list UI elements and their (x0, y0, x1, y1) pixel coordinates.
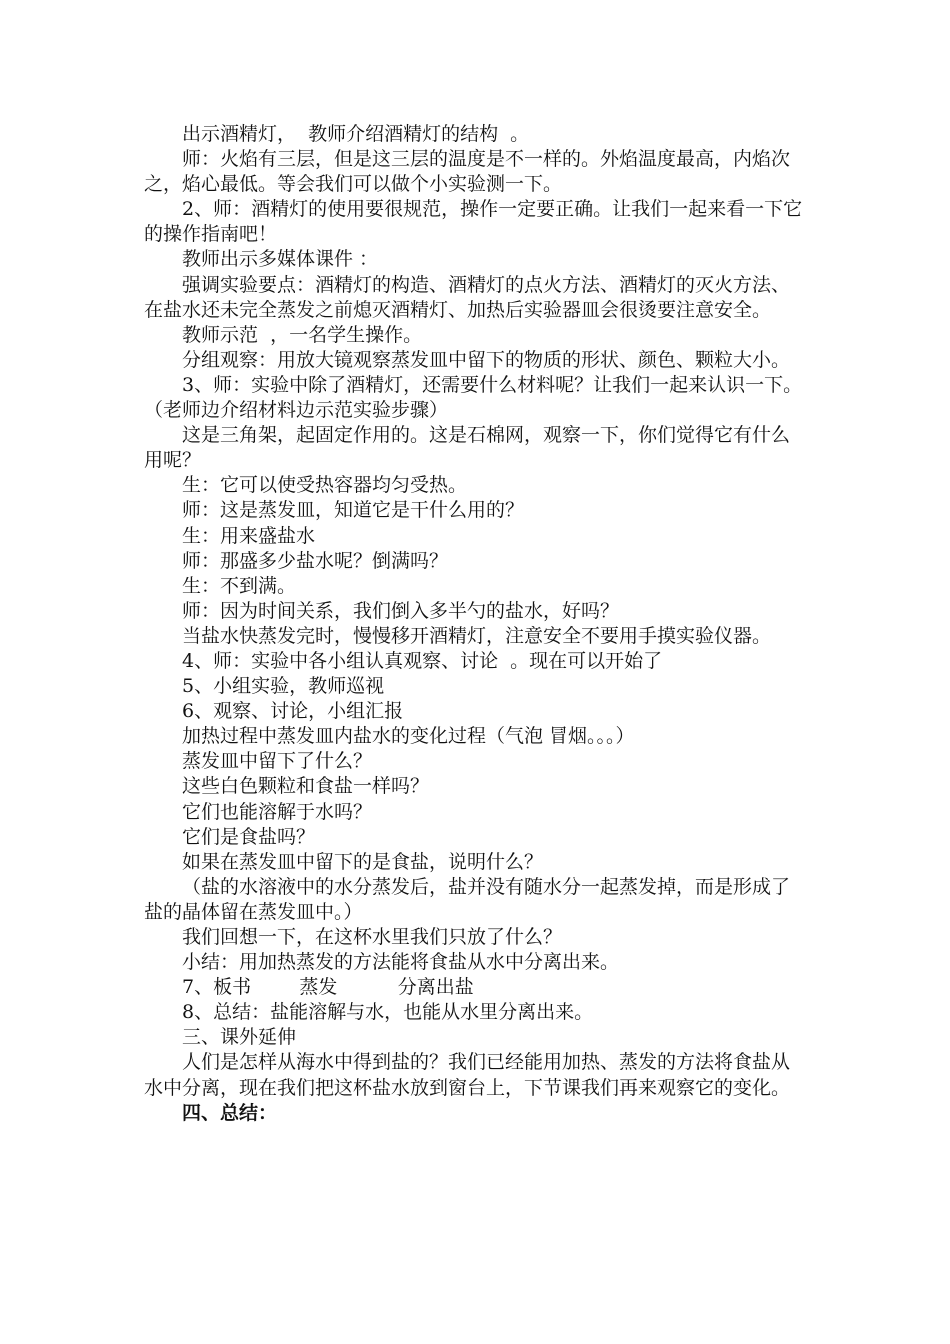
paragraph: 这些白色颗粒和食盐一样吗？ (182, 775, 430, 798)
paragraph: 我们回想一下，在这杯水里我们只放了什么？ (182, 926, 563, 948)
paragraph: 人们是怎样从海水中得到盐的？我们已经能用加热、蒸发的方法将食盐从水中分离，现在我们把这杯盐水放到窗台上，下节课我们再来观察它的变化。 (144, 1051, 791, 1099)
paragraph: 6、观察、讨论，小组汇报 (182, 700, 404, 723)
paragraph: 7、板书 蒸发 分离出盐 (182, 976, 474, 999)
paragraph: 5、小组实验，教师巡视 (182, 675, 385, 698)
paragraph: （盐的水溶液中的水分蒸发后，盐并没有随水分一起蒸发掉，而是形成了盐的晶体留在蒸发皿中。） (144, 875, 791, 923)
paragraph: 2、师：酒精灯的使用要很规范，操作一定要正确。让我们一起来看一下它的操作指南吧！ (144, 198, 803, 246)
paragraph: 出示酒精灯， 教师介绍酒精灯的结构 。 (182, 123, 530, 145)
paragraph: 师：那盛多少盐水呢？倒满吗？ (182, 549, 449, 572)
paragraph: 分组观察：用放大镜观察蒸发皿中留下的物质的形状、颜色、颗粒大小。 (182, 348, 791, 371)
document-body (144, 122, 808, 1126)
paragraph: 它们是食盐吗？ (182, 825, 316, 848)
paragraph: 生：用来盛盐水 (182, 524, 316, 547)
paragraph: 蒸发皿中留下了什么？ (182, 750, 373, 773)
paragraph: 如果在蒸发皿中留下的是食盐，说明什么？ (182, 850, 544, 873)
paragraph: 师：火焰有三层，但是这三层的温度是不一样的。外焰温度最高，内焰次之，焰心最低。等会我们可以做个小实验测一下。 (144, 148, 791, 196)
paragraph: 生：它可以使受热容器均匀受热。 (182, 474, 468, 497)
paragraph: 生：不到满。 (182, 574, 297, 597)
paragraph: 8、总结：盐能溶解与水，也能从水里分离出来。 (182, 1001, 594, 1024)
paragraph: 4、师：实验中各小组认真观察、讨论 。现在可以开始了 (182, 649, 663, 672)
paragraph: 教师出示多媒体课件 ： (182, 248, 379, 271)
paragraph: 强调实验要点：酒精灯的构造、酒精灯的点火方法、酒精灯的灭火方法、在盐水还未完全蒸发之前熄灭酒精灯、加热后实验器皿会很烫要注意安全。 (144, 273, 791, 321)
paragraph: 师：因为时间关系，我们倒入多半勺的盐水，好吗？ (182, 599, 620, 622)
paragraph: 教师示范 ，一名学生操作。 (182, 323, 423, 346)
paragraph: 师：这是蒸发皿，知道它是干什么用的？ (182, 499, 525, 522)
section-heading: 四、总结： (182, 1101, 278, 1124)
paragraph: 它们也能溶解于水吗？ (182, 800, 373, 823)
paragraph: 小结：用加热蒸发的方法能将食盐从水中分离出来。 (182, 951, 620, 974)
paragraph: 当盐水快蒸发完时，慢慢移开酒精灯，注意安全不要用手摸实验仪器。 (182, 624, 772, 647)
paragraph: 3、师：实验中除了酒精灯，还需要什么材料呢？让我们一起来认识一下。（老师边介绍材料边示范实验步骤） (144, 373, 803, 422)
paragraph: 这是三角架，起固定作用的。这是石棉网，观察一下，你们觉得它有什么用呢？ (144, 424, 791, 472)
section-heading: 三、课外延伸 (182, 1026, 297, 1049)
paragraph: 加热过程中蒸发皿内盐水的变化过程（气泡 冒烟。。。） (182, 725, 635, 748)
